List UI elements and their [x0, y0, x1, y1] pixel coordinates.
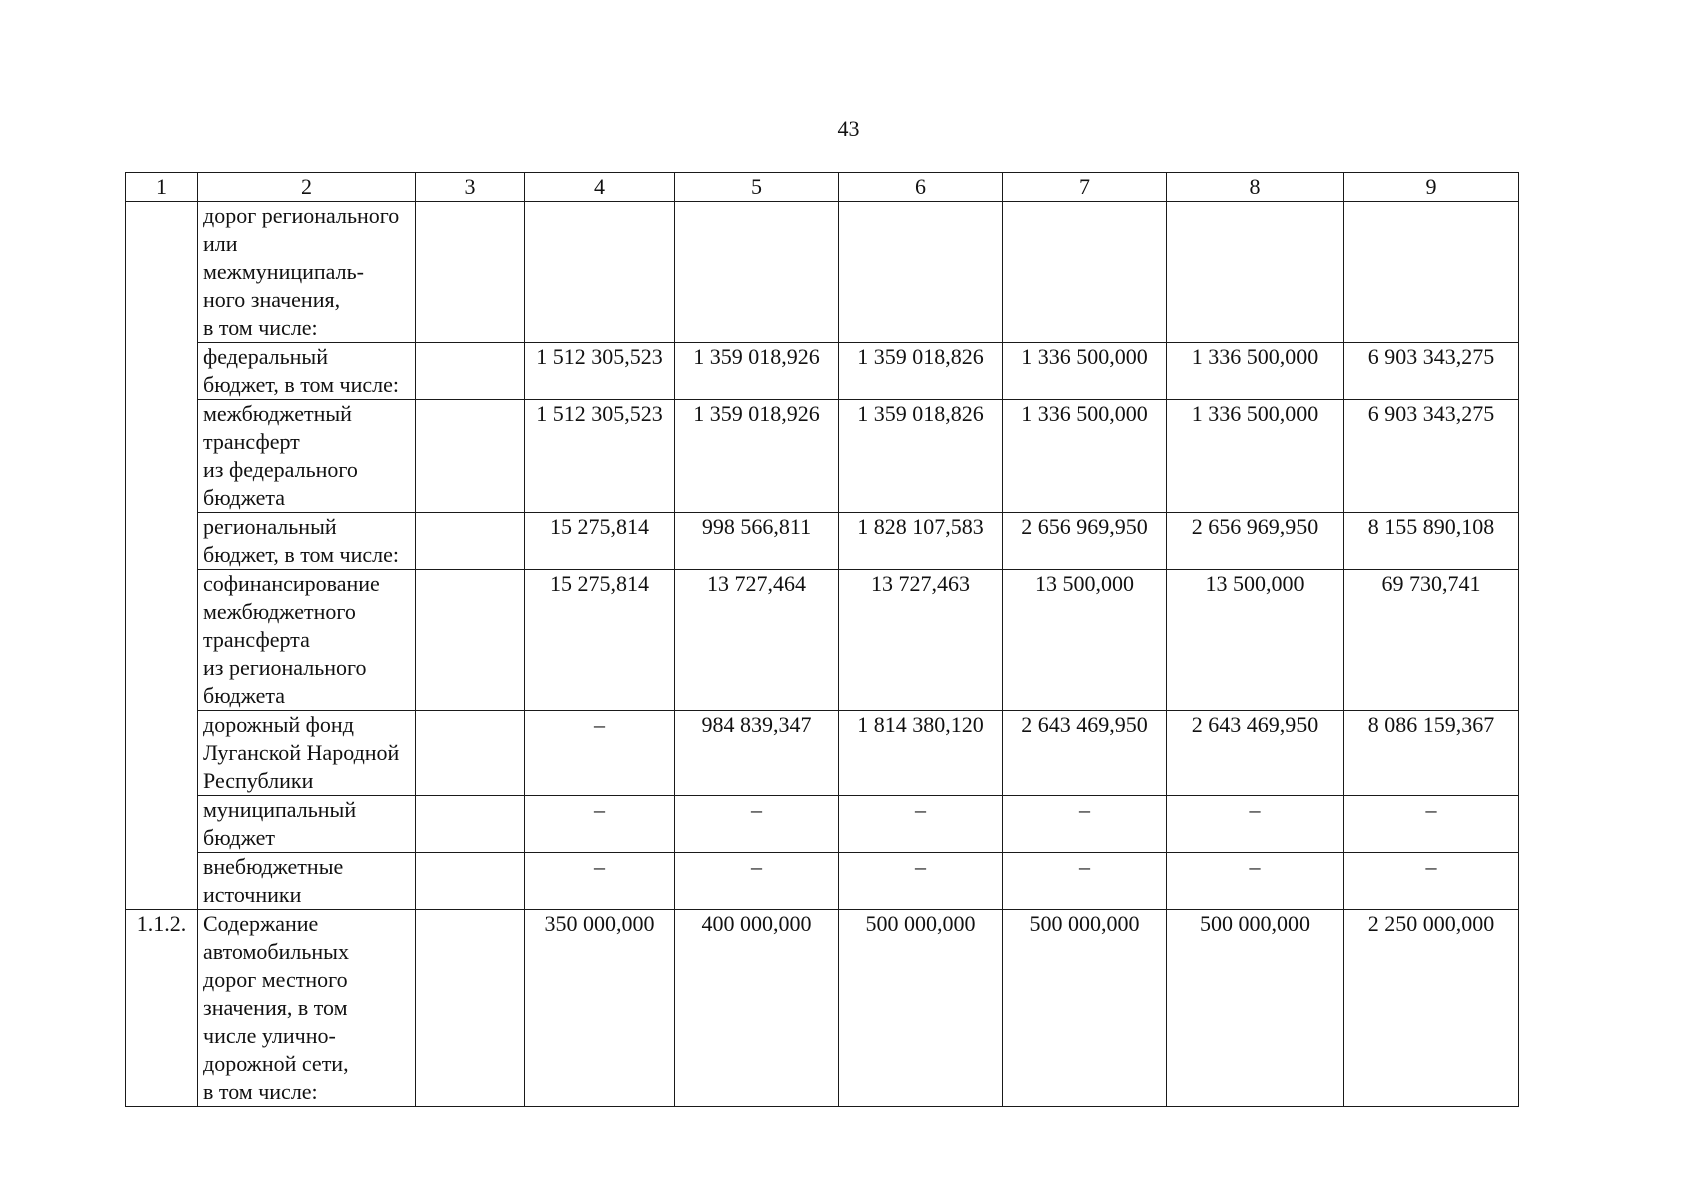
row-code-cell: 1.1.2.: [126, 910, 198, 1107]
value-cell: 1 359 018,826: [839, 400, 1003, 513]
row-col3-cell: [416, 513, 525, 570]
table-row: [126, 343, 1519, 400]
value-cell: 2 643 469,950: [1003, 711, 1167, 796]
row-name-cell: внебюджетные источники: [198, 853, 416, 910]
table-row: [126, 910, 1519, 1107]
value-cell: [1344, 202, 1519, 343]
value-cell: –: [839, 853, 1003, 910]
value-cell: –: [675, 853, 839, 910]
value-cell: 69 730,741: [1344, 570, 1519, 711]
value-cell: 8 155 890,108: [1344, 513, 1519, 570]
header-cell-2: 2: [198, 173, 416, 202]
value-cell: 6 903 343,275: [1344, 343, 1519, 400]
row-col3-cell: [416, 711, 525, 796]
value-cell: [839, 202, 1003, 343]
value-cell: 350 000,000: [525, 910, 675, 1107]
row-col3-cell: [416, 400, 525, 513]
page-number: 43: [837, 116, 860, 141]
value-cell: 2 656 969,950: [1167, 513, 1344, 570]
table-row: [126, 202, 1519, 343]
value-cell: 6 903 343,275: [1344, 400, 1519, 513]
row-name-cell: региональный бюджет, в том числе:: [198, 513, 416, 570]
row-col3-cell: [416, 796, 525, 853]
budget-table: [125, 172, 1519, 1107]
header-cell-7: 7: [1003, 173, 1167, 202]
value-cell: [675, 202, 839, 343]
value-cell: 1 359 018,826: [839, 343, 1003, 400]
value-cell: 1 359 018,926: [675, 400, 839, 513]
row-name-cell: Содержание автомобильных дорог местного значения, в том числе улично- дорожной сети, в том числе:: [198, 910, 416, 1107]
value-cell: 1 336 500,000: [1167, 343, 1344, 400]
header-cell-8: 8: [1167, 173, 1344, 202]
value-cell: –: [525, 796, 675, 853]
value-cell: 2 250 000,000: [1344, 910, 1519, 1107]
value-cell: –: [1344, 853, 1519, 910]
row-col3-cell: [416, 853, 525, 910]
value-cell: 2 643 469,950: [1167, 711, 1344, 796]
table-row: [126, 711, 1519, 796]
row-code-cell: [126, 202, 198, 910]
value-cell: 13 727,464: [675, 570, 839, 711]
value-cell: [1003, 202, 1167, 343]
value-cell: [525, 202, 675, 343]
value-cell: –: [839, 796, 1003, 853]
table-row: [126, 796, 1519, 853]
value-cell: 998 566,811: [675, 513, 839, 570]
row-name-cell: федеральный бюджет, в том числе:: [198, 343, 416, 400]
row-name-cell: дорожный фонд Луганской Народной Республики: [198, 711, 416, 796]
value-cell: 1 336 500,000: [1167, 400, 1344, 513]
value-cell: 500 000,000: [1167, 910, 1344, 1107]
value-cell: 15 275,814: [525, 513, 675, 570]
value-cell: 1 336 500,000: [1003, 343, 1167, 400]
header-row: [126, 173, 1519, 202]
row-name-cell: межбюджетный трансферт из федерального бюджета: [198, 400, 416, 513]
header-cell-4: 4: [525, 173, 675, 202]
value-cell: [1167, 202, 1344, 343]
value-cell: 13 727,463: [839, 570, 1003, 711]
value-cell: –: [525, 711, 675, 796]
value-cell: 500 000,000: [1003, 910, 1167, 1107]
value-cell: 984 839,347: [675, 711, 839, 796]
value-cell: 1 814 380,120: [839, 711, 1003, 796]
row-col3-cell: [416, 202, 525, 343]
header-cell-1: 1: [126, 173, 198, 202]
table-row: [126, 853, 1519, 910]
value-cell: 2 656 969,950: [1003, 513, 1167, 570]
value-cell: –: [1167, 796, 1344, 853]
value-cell: –: [1003, 853, 1167, 910]
table-row: [126, 513, 1519, 570]
row-col3-cell: [416, 910, 525, 1107]
value-cell: 8 086 159,367: [1344, 711, 1519, 796]
row-col3-cell: [416, 343, 525, 400]
header-cell-5: 5: [675, 173, 839, 202]
value-cell: –: [675, 796, 839, 853]
table-row: [126, 400, 1519, 513]
value-cell: –: [1344, 796, 1519, 853]
value-cell: 15 275,814: [525, 570, 675, 711]
value-cell: 13 500,000: [1003, 570, 1167, 711]
header-cell-3: 3: [416, 173, 525, 202]
header-cell-9: 9: [1344, 173, 1519, 202]
value-cell: 1 512 305,523: [525, 343, 675, 400]
value-cell: –: [525, 853, 675, 910]
value-cell: –: [1003, 796, 1167, 853]
value-cell: 1 336 500,000: [1003, 400, 1167, 513]
value-cell: 1 512 305,523: [525, 400, 675, 513]
value-cell: 400 000,000: [675, 910, 839, 1107]
row-name-cell: софинансирование межбюджетного трансферта из регионального бюджета: [198, 570, 416, 711]
row-name-cell: муниципальный бюджет: [198, 796, 416, 853]
value-cell: 1 828 107,583: [839, 513, 1003, 570]
value-cell: 13 500,000: [1167, 570, 1344, 711]
row-name-cell: дорог регионального или межмуниципаль- ного значения, в том числе:: [198, 202, 416, 343]
row-col3-cell: [416, 570, 525, 711]
header-cell-6: 6: [839, 173, 1003, 202]
value-cell: 1 359 018,926: [675, 343, 839, 400]
value-cell: 500 000,000: [839, 910, 1003, 1107]
value-cell: –: [1167, 853, 1344, 910]
table-row: [126, 570, 1519, 711]
